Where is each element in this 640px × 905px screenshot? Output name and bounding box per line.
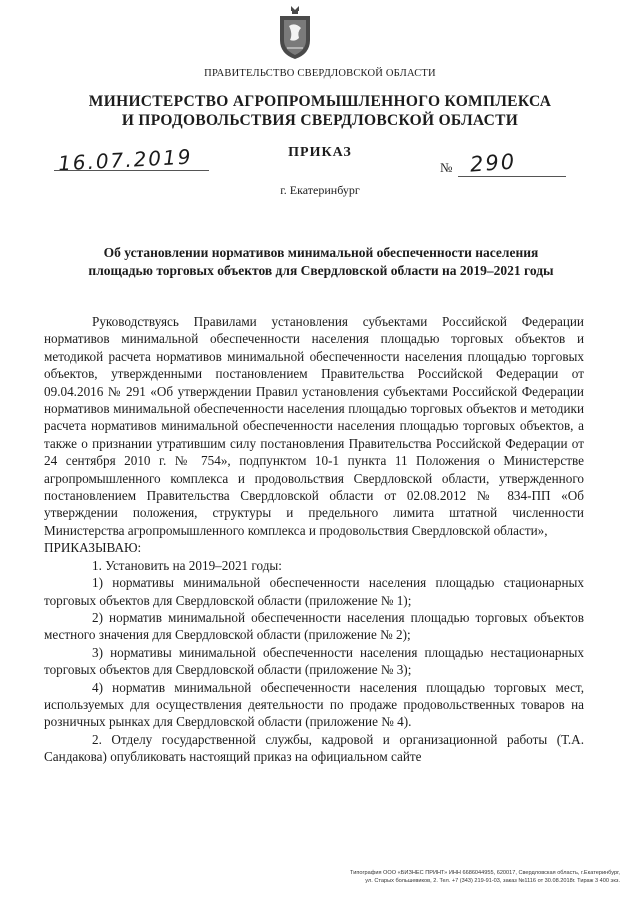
ministry-name-line2: И ПРОДОВОЛЬСТВИЯ СВЕРДЛОВСКОЙ ОБЛАСТИ — [121, 112, 519, 129]
clause-1-3: 3) нормативы минимальной обеспеченности населения площадью нестационарных торговых объектов для Свердловской области (приложение № 3); — [44, 644, 584, 678]
printer-imprint-line1: Типография ООО «БИЗНЕС ПРИНТ» ИНН 6686044955, 620017, Свердловская область, г.Екатеринбург, — [350, 870, 620, 876]
order-title-line1: Об установлении нормативов минимальной обеспеченности населения — [103, 245, 539, 260]
document-type: ПРИКАЗ — [288, 145, 352, 160]
clause-1: 1. Установить на 2019–2021 годы: — [92, 557, 282, 573]
clause-1-2: 2) норматив минимальной обеспеченности населения площадью торговых объектов местного значения для Свердловской области (приложение № 2); — [44, 609, 584, 643]
clause-1-1: 1) нормативы минимальной обеспеченности населения площадью стационарных торговых объектов для Свердловской области (приложение № 1); — [44, 575, 584, 608]
city: г. Екатеринбург — [280, 183, 360, 197]
order-word: ПРИКАЗЫВАЮ: — [44, 540, 142, 556]
number-label: № — [440, 160, 453, 175]
order-title — [66, 244, 576, 280]
clause-1-4: 4) норматив минимальной обеспеченности населения площадью торговых мест, используемых для осуществления деятельности по продаже продовольственных товаров на розничных рынках для Свердловской области (приложение № 4). — [44, 679, 584, 730]
order-title-line2: площадью торговых объектов для Свердловской области на 2019–2021 годы — [88, 263, 554, 278]
clause-2: 2. Отделу государственной службы, кадровой и организационной работы (Т.А. Сандакова) опубликовать настоящий приказ на официальном сайте — [44, 731, 584, 765]
order-body — [44, 313, 584, 766]
order-number: 290 — [469, 149, 517, 177]
number-underline — [458, 176, 566, 177]
preamble-paragraph: Руководствуясь Правилами установления субъектами Российской Федерации нормативов минимальной обеспеченности населения площадью торговых объектов и методикой расчета нормативов минимальной обеспеченности населения площадью торговых объектов, утвержденными постановлением Правительства Российской Федерации от 09.04.2016 № 291 «Об утверждении Правил установления субъектами Российской Федерации нормативов минимальной обеспеченности населения площадью торговых объектов и методики расчета нормативов минимальной обеспеченности населения площадью торговых объектов, а также о признании утратившим силу постановления Правительства Российской Федерации от 24 сентября 2010 г. № 754», подпунктом 10-1 пункта 11 Положения о Министерстве агропромышленного комплекса и продовольствия Свердловской области, утвержденного постановлением Правительства Свердловской области от 02.08.2012 № 834-ПП «Об утверждении положения, структуры и предельного лимита штатной численности Министерства агропромышленного комплекса и продовольствия Свердловской области», — [44, 314, 584, 538]
coat-of-arms-emblem — [277, 4, 313, 60]
printer-imprint — [200, 869, 620, 885]
ministry-name — [0, 92, 640, 130]
date-underline — [54, 170, 209, 171]
government-name: ПРАВИТЕЛЬСТВО СВЕРДЛОВСКОЙ ОБЛАСТИ — [204, 68, 436, 79]
printer-imprint-line2: ул. Старых большевиков, 2. Тел. +7 (343) 219-91-03, заказ №1116 от 30.08.2018г. Тираж 3 400 экз. — [365, 878, 620, 884]
order-date: 16.07.2019 — [57, 144, 194, 176]
ministry-name-line1: МИНИСТЕРСТВО АГРОПРОМЫШЛЕННОГО КОМПЛЕКСА — [88, 93, 552, 110]
